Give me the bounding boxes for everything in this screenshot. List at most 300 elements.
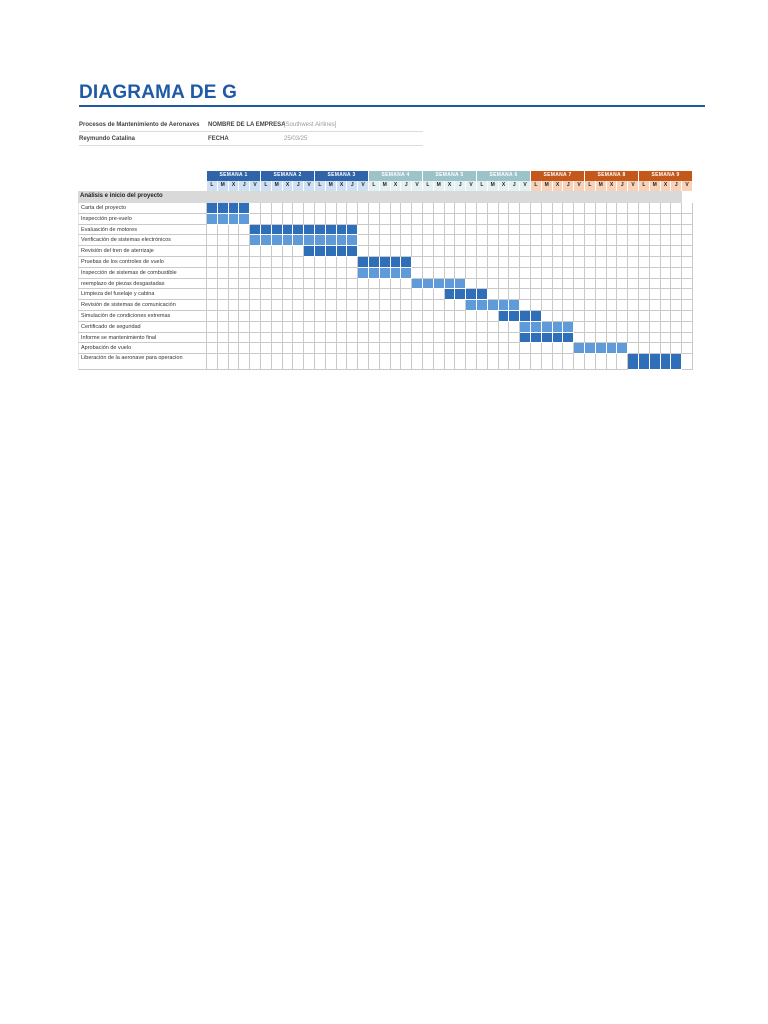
task-bar-cell[interactable] [639, 354, 650, 370]
task-bar-cell[interactable] [574, 343, 585, 354]
grid-cell[interactable] [585, 225, 596, 236]
grid-cell[interactable] [391, 235, 402, 246]
grid-cell[interactable] [391, 279, 402, 290]
grid-cell[interactable] [326, 257, 337, 268]
grid-cell[interactable] [671, 289, 682, 300]
grid-cell[interactable] [326, 354, 337, 370]
grid-cell[interactable] [671, 333, 682, 344]
grid-cell[interactable] [639, 214, 650, 225]
grid-cell[interactable] [326, 289, 337, 300]
grid-cell[interactable] [283, 257, 294, 268]
grid-cell[interactable] [661, 203, 672, 214]
grid-cell[interactable] [671, 246, 682, 257]
grid-cell[interactable] [358, 333, 369, 344]
grid-cell[interactable] [542, 354, 553, 370]
grid-cell[interactable] [671, 311, 682, 322]
grid-cell[interactable] [261, 279, 272, 290]
task-bar-cell[interactable] [293, 235, 304, 246]
task-bar-cell[interactable] [261, 225, 272, 236]
grid-cell[interactable] [499, 289, 510, 300]
task-bar-cell[interactable] [239, 203, 250, 214]
grid-cell[interactable] [401, 300, 412, 311]
grid-cell[interactable] [337, 322, 348, 333]
grid-cell[interactable] [304, 311, 315, 322]
grid-cell[interactable] [650, 203, 661, 214]
grid-cell[interactable] [239, 268, 250, 279]
grid-cell[interactable] [553, 225, 564, 236]
grid-cell[interactable] [531, 289, 542, 300]
grid-cell[interactable] [682, 268, 693, 279]
task-bar-cell[interactable] [488, 300, 499, 311]
grid-cell[interactable] [466, 257, 477, 268]
task-bar-cell[interactable] [229, 214, 240, 225]
grid-cell[interactable] [337, 289, 348, 300]
grid-cell[interactable] [369, 343, 380, 354]
grid-cell[interactable] [509, 343, 520, 354]
grid-cell[interactable] [272, 300, 283, 311]
grid-cell[interactable] [628, 289, 639, 300]
grid-cell[interactable] [293, 333, 304, 344]
grid-cell[interactable] [596, 203, 607, 214]
grid-cell[interactable] [391, 311, 402, 322]
grid-cell[interactable] [520, 257, 531, 268]
grid-cell[interactable] [445, 225, 456, 236]
grid-cell[interactable] [455, 333, 466, 344]
grid-cell[interactable] [596, 235, 607, 246]
task-bar-cell[interactable] [315, 235, 326, 246]
grid-cell[interactable] [499, 257, 510, 268]
grid-cell[interactable] [628, 235, 639, 246]
grid-cell[interactable] [347, 343, 358, 354]
grid-cell[interactable] [596, 268, 607, 279]
grid-cell[interactable] [682, 225, 693, 236]
grid-cell[interactable] [380, 300, 391, 311]
grid-cell[interactable] [671, 268, 682, 279]
task-bar-cell[interactable] [250, 235, 261, 246]
grid-cell[interactable] [607, 289, 618, 300]
grid-cell[interactable] [628, 279, 639, 290]
grid-cell[interactable] [369, 225, 380, 236]
grid-cell[interactable] [553, 289, 564, 300]
grid-cell[interactable] [423, 203, 434, 214]
grid-cell[interactable] [617, 257, 628, 268]
grid-cell[interactable] [563, 279, 574, 290]
grid-cell[interactable] [326, 268, 337, 279]
grid-cell[interactable] [628, 333, 639, 344]
grid-cell[interactable] [585, 268, 596, 279]
grid-cell[interactable] [455, 214, 466, 225]
grid-cell[interactable] [261, 268, 272, 279]
grid-cell[interactable] [596, 246, 607, 257]
grid-cell[interactable] [401, 203, 412, 214]
grid-cell[interactable] [337, 300, 348, 311]
grid-cell[interactable] [250, 289, 261, 300]
grid-cell[interactable] [218, 354, 229, 370]
grid-cell[interactable] [466, 235, 477, 246]
grid-cell[interactable] [574, 246, 585, 257]
grid-cell[interactable] [283, 343, 294, 354]
task-bar-cell[interactable] [401, 257, 412, 268]
grid-cell[interactable] [650, 214, 661, 225]
grid-cell[interactable] [315, 300, 326, 311]
grid-cell[interactable] [639, 246, 650, 257]
grid-cell[interactable] [509, 257, 520, 268]
grid-cell[interactable] [682, 214, 693, 225]
grid-cell[interactable] [380, 311, 391, 322]
grid-cell[interactable] [488, 279, 499, 290]
grid-cell[interactable] [218, 311, 229, 322]
grid-cell[interactable] [250, 203, 261, 214]
grid-cell[interactable] [434, 354, 445, 370]
grid-cell[interactable] [272, 246, 283, 257]
task-bar-cell[interactable] [304, 235, 315, 246]
grid-cell[interactable] [315, 279, 326, 290]
grid-cell[interactable] [607, 300, 618, 311]
grid-cell[interactable] [650, 333, 661, 344]
grid-cell[interactable] [596, 300, 607, 311]
grid-cell[interactable] [607, 235, 618, 246]
grid-cell[interactable] [542, 268, 553, 279]
grid-cell[interactable] [466, 279, 477, 290]
grid-cell[interactable] [499, 225, 510, 236]
grid-cell[interactable] [477, 322, 488, 333]
grid-cell[interactable] [239, 343, 250, 354]
task-bar-cell[interactable] [531, 322, 542, 333]
grid-cell[interactable] [283, 203, 294, 214]
date-value[interactable]: 25/03/25 [284, 136, 308, 142]
grid-cell[interactable] [682, 343, 693, 354]
task-bar-cell[interactable] [434, 279, 445, 290]
grid-cell[interactable] [682, 311, 693, 322]
grid-cell[interactable] [380, 333, 391, 344]
task-bar-cell[interactable] [650, 354, 661, 370]
grid-cell[interactable] [423, 257, 434, 268]
grid-cell[interactable] [283, 322, 294, 333]
task-bar-cell[interactable] [423, 279, 434, 290]
grid-cell[interactable] [412, 300, 423, 311]
grid-cell[interactable] [261, 257, 272, 268]
grid-cell[interactable] [229, 343, 240, 354]
grid-cell[interactable] [434, 225, 445, 236]
grid-cell[interactable] [628, 311, 639, 322]
grid-cell[interactable] [466, 246, 477, 257]
task-bar-cell[interactable] [347, 235, 358, 246]
task-bar-cell[interactable] [304, 225, 315, 236]
grid-cell[interactable] [218, 343, 229, 354]
grid-cell[interactable] [542, 225, 553, 236]
grid-cell[interactable] [596, 322, 607, 333]
grid-cell[interactable] [553, 203, 564, 214]
grid-cell[interactable] [596, 279, 607, 290]
grid-cell[interactable] [628, 300, 639, 311]
grid-cell[interactable] [553, 257, 564, 268]
grid-cell[interactable] [650, 311, 661, 322]
grid-cell[interactable] [337, 343, 348, 354]
task-bar-cell[interactable] [563, 333, 574, 344]
grid-cell[interactable] [423, 333, 434, 344]
grid-cell[interactable] [617, 354, 628, 370]
grid-cell[interactable] [661, 300, 672, 311]
grid-cell[interactable] [423, 322, 434, 333]
grid-cell[interactable] [315, 354, 326, 370]
grid-cell[interactable] [682, 322, 693, 333]
grid-cell[interactable] [563, 214, 574, 225]
grid-cell[interactable] [455, 354, 466, 370]
grid-cell[interactable] [391, 225, 402, 236]
grid-cell[interactable] [477, 246, 488, 257]
grid-cell[interactable] [617, 268, 628, 279]
grid-cell[interactable] [531, 203, 542, 214]
task-bar-cell[interactable] [337, 235, 348, 246]
grid-cell[interactable] [315, 203, 326, 214]
grid-cell[interactable] [531, 268, 542, 279]
task-bar-cell[interactable] [542, 333, 553, 344]
grid-cell[interactable] [391, 300, 402, 311]
grid-cell[interactable] [434, 311, 445, 322]
grid-cell[interactable] [293, 257, 304, 268]
grid-cell[interactable] [380, 214, 391, 225]
grid-cell[interactable] [369, 279, 380, 290]
grid-cell[interactable] [337, 279, 348, 290]
grid-cell[interactable] [542, 257, 553, 268]
grid-cell[interactable] [596, 214, 607, 225]
grid-cell[interactable] [617, 311, 628, 322]
grid-cell[interactable] [488, 268, 499, 279]
grid-cell[interactable] [499, 279, 510, 290]
grid-cell[interactable] [520, 235, 531, 246]
grid-cell[interactable] [434, 289, 445, 300]
grid-cell[interactable] [488, 354, 499, 370]
grid-cell[interactable] [380, 354, 391, 370]
grid-cell[interactable] [412, 246, 423, 257]
grid-cell[interactable] [488, 246, 499, 257]
grid-cell[interactable] [639, 235, 650, 246]
grid-cell[interactable] [596, 225, 607, 236]
task-bar-cell[interactable] [304, 246, 315, 257]
grid-cell[interactable] [585, 322, 596, 333]
grid-cell[interactable] [499, 214, 510, 225]
grid-cell[interactable] [337, 214, 348, 225]
grid-cell[interactable] [401, 311, 412, 322]
grid-cell[interactable] [531, 257, 542, 268]
grid-cell[interactable] [661, 311, 672, 322]
grid-cell[interactable] [531, 354, 542, 370]
grid-cell[interactable] [434, 214, 445, 225]
grid-cell[interactable] [401, 235, 412, 246]
grid-cell[interactable] [520, 203, 531, 214]
grid-cell[interactable] [628, 214, 639, 225]
grid-cell[interactable] [607, 333, 618, 344]
grid-cell[interactable] [639, 203, 650, 214]
grid-cell[interactable] [218, 235, 229, 246]
grid-cell[interactable] [272, 279, 283, 290]
grid-cell[interactable] [358, 225, 369, 236]
task-bar-cell[interactable] [326, 235, 337, 246]
grid-cell[interactable] [607, 214, 618, 225]
grid-cell[interactable] [499, 203, 510, 214]
grid-cell[interactable] [229, 246, 240, 257]
grid-cell[interactable] [401, 279, 412, 290]
grid-cell[interactable] [671, 279, 682, 290]
grid-cell[interactable] [477, 333, 488, 344]
grid-cell[interactable] [563, 235, 574, 246]
grid-cell[interactable] [617, 279, 628, 290]
grid-cell[interactable] [369, 311, 380, 322]
task-bar-cell[interactable] [347, 225, 358, 236]
grid-cell[interactable] [520, 279, 531, 290]
grid-cell[interactable] [455, 235, 466, 246]
grid-cell[interactable] [239, 257, 250, 268]
grid-cell[interactable] [293, 300, 304, 311]
grid-cell[interactable] [639, 257, 650, 268]
grid-cell[interactable] [445, 246, 456, 257]
task-bar-cell[interactable] [477, 300, 488, 311]
grid-cell[interactable] [261, 203, 272, 214]
grid-cell[interactable] [423, 311, 434, 322]
grid-cell[interactable] [315, 311, 326, 322]
grid-cell[interactable] [218, 300, 229, 311]
grid-cell[interactable] [239, 246, 250, 257]
grid-cell[interactable] [639, 300, 650, 311]
task-bar-cell[interactable] [499, 300, 510, 311]
grid-cell[interactable] [466, 354, 477, 370]
task-bar-cell[interactable] [315, 246, 326, 257]
grid-cell[interactable] [239, 322, 250, 333]
grid-cell[interactable] [607, 311, 618, 322]
grid-cell[interactable] [455, 246, 466, 257]
grid-cell[interactable] [585, 333, 596, 344]
grid-cell[interactable] [283, 289, 294, 300]
task-bar-cell[interactable] [607, 343, 618, 354]
grid-cell[interactable] [445, 203, 456, 214]
task-bar-cell[interactable] [563, 322, 574, 333]
grid-cell[interactable] [391, 343, 402, 354]
grid-cell[interactable] [650, 322, 661, 333]
grid-cell[interactable] [542, 235, 553, 246]
grid-cell[interactable] [272, 333, 283, 344]
grid-cell[interactable] [499, 333, 510, 344]
task-bar-cell[interactable] [466, 289, 477, 300]
grid-cell[interactable] [250, 246, 261, 257]
grid-cell[interactable] [466, 322, 477, 333]
grid-cell[interactable] [391, 246, 402, 257]
grid-cell[interactable] [434, 333, 445, 344]
grid-cell[interactable] [315, 333, 326, 344]
grid-cell[interactable] [574, 333, 585, 344]
grid-cell[interactable] [585, 300, 596, 311]
grid-cell[interactable] [304, 257, 315, 268]
grid-cell[interactable] [434, 203, 445, 214]
grid-cell[interactable] [391, 214, 402, 225]
grid-cell[interactable] [218, 289, 229, 300]
grid-cell[interactable] [585, 289, 596, 300]
grid-cell[interactable] [499, 246, 510, 257]
grid-cell[interactable] [488, 289, 499, 300]
grid-cell[interactable] [661, 214, 672, 225]
grid-cell[interactable] [585, 279, 596, 290]
grid-cell[interactable] [283, 333, 294, 344]
grid-cell[interactable] [272, 311, 283, 322]
grid-cell[interactable] [574, 289, 585, 300]
task-bar-cell[interactable] [239, 214, 250, 225]
grid-cell[interactable] [466, 225, 477, 236]
grid-cell[interactable] [671, 343, 682, 354]
grid-cell[interactable] [520, 225, 531, 236]
grid-cell[interactable] [477, 311, 488, 322]
task-bar-cell[interactable] [628, 354, 639, 370]
grid-cell[interactable] [207, 289, 218, 300]
grid-cell[interactable] [369, 289, 380, 300]
grid-cell[interactable] [477, 203, 488, 214]
grid-cell[interactable] [617, 203, 628, 214]
grid-cell[interactable] [531, 343, 542, 354]
grid-cell[interactable] [358, 289, 369, 300]
grid-cell[interactable] [661, 225, 672, 236]
task-bar-cell[interactable] [499, 311, 510, 322]
grid-cell[interactable] [358, 279, 369, 290]
grid-cell[interactable] [250, 354, 261, 370]
grid-cell[interactable] [229, 300, 240, 311]
grid-cell[interactable] [261, 354, 272, 370]
task-bar-cell[interactable] [391, 257, 402, 268]
grid-cell[interactable] [509, 203, 520, 214]
grid-cell[interactable] [207, 257, 218, 268]
grid-cell[interactable] [412, 214, 423, 225]
grid-cell[interactable] [207, 333, 218, 344]
grid-cell[interactable] [553, 354, 564, 370]
grid-cell[interactable] [628, 257, 639, 268]
grid-cell[interactable] [304, 322, 315, 333]
grid-cell[interactable] [423, 225, 434, 236]
grid-cell[interactable] [412, 289, 423, 300]
task-bar-cell[interactable] [337, 246, 348, 257]
grid-cell[interactable] [466, 214, 477, 225]
grid-cell[interactable] [401, 289, 412, 300]
grid-cell[interactable] [531, 300, 542, 311]
grid-cell[interactable] [293, 246, 304, 257]
grid-cell[interactable] [574, 214, 585, 225]
grid-cell[interactable] [682, 289, 693, 300]
grid-cell[interactable] [239, 311, 250, 322]
task-bar-cell[interactable] [283, 235, 294, 246]
grid-cell[interactable] [218, 268, 229, 279]
task-bar-cell[interactable] [466, 300, 477, 311]
grid-cell[interactable] [574, 268, 585, 279]
grid-cell[interactable] [380, 235, 391, 246]
grid-cell[interactable] [574, 354, 585, 370]
grid-cell[interactable] [369, 354, 380, 370]
grid-cell[interactable] [650, 246, 661, 257]
grid-cell[interactable] [347, 257, 358, 268]
grid-cell[interactable] [455, 322, 466, 333]
task-bar-cell[interactable] [272, 235, 283, 246]
grid-cell[interactable] [337, 257, 348, 268]
grid-cell[interactable] [661, 279, 672, 290]
grid-cell[interactable] [542, 214, 553, 225]
task-bar-cell[interactable] [509, 311, 520, 322]
grid-cell[interactable] [445, 311, 456, 322]
task-bar-cell[interactable] [261, 235, 272, 246]
grid-cell[interactable] [661, 343, 672, 354]
grid-cell[interactable] [585, 214, 596, 225]
task-bar-cell[interactable] [369, 268, 380, 279]
task-bar-cell[interactable] [358, 257, 369, 268]
grid-cell[interactable] [401, 343, 412, 354]
grid-cell[interactable] [617, 235, 628, 246]
task-bar-cell[interactable] [326, 246, 337, 257]
grid-cell[interactable] [369, 333, 380, 344]
grid-cell[interactable] [650, 289, 661, 300]
